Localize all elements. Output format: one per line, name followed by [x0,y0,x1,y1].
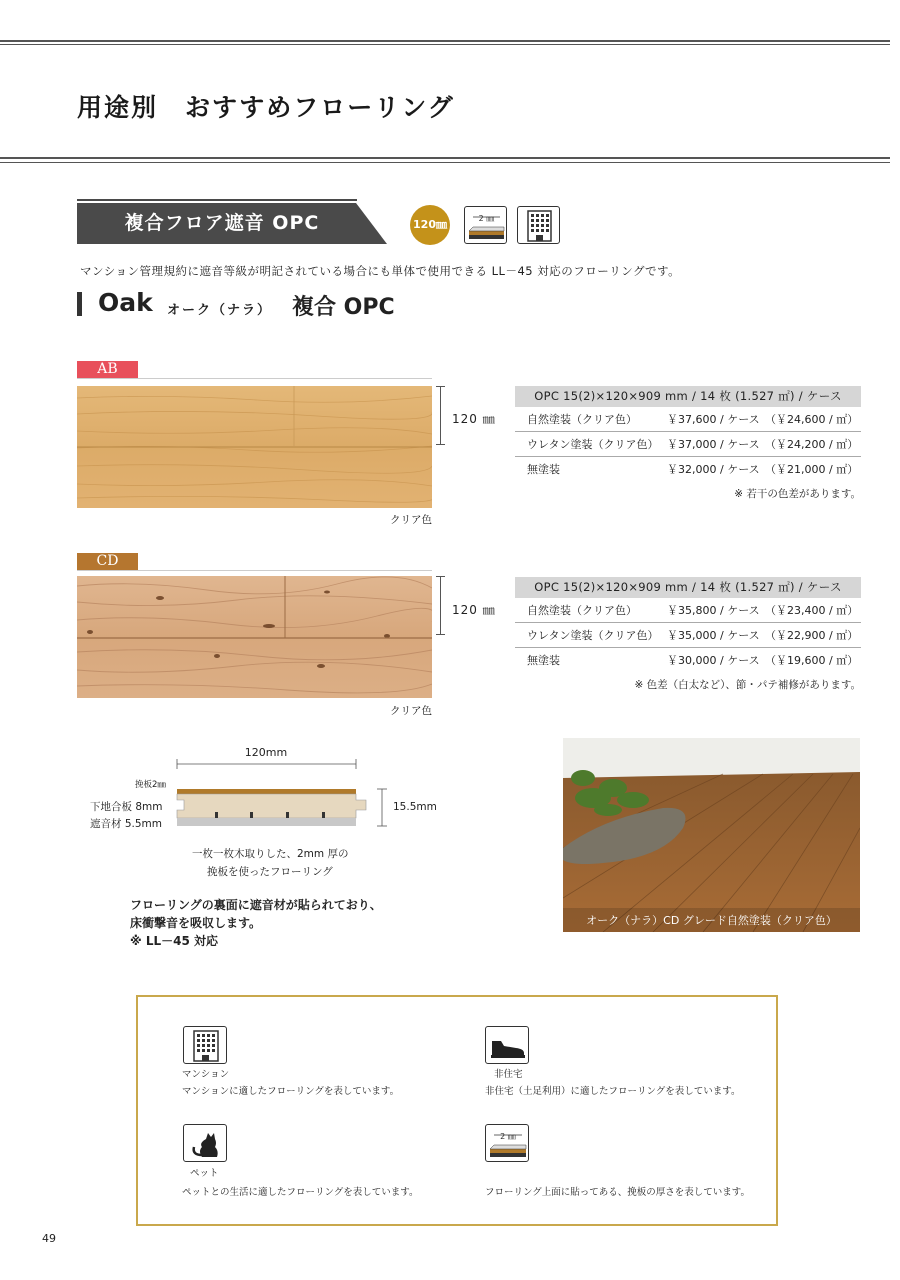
spec-row [515,598,861,623]
product-type: 複合 OPC [292,295,395,320]
sqm-price: （￥19,600 / ㎡） [765,654,859,667]
finish-name: 自然塗装（クリア色） [527,413,637,426]
veneer-thickness-icon [485,1124,529,1162]
grade-tag-cd: CD [77,553,138,570]
product-name: Oak [98,288,153,317]
legend-label-pet: ペット [190,1168,219,1179]
width-badge: 120㎜ [410,205,450,245]
case-price: ￥35,800 / ケース [667,604,760,617]
spec-note: ※ 色差（白太など）、節・パテ補修があります。 [634,679,861,691]
plywood-label: 下地合板 8mm [90,801,163,813]
cross-caption-line1: 一枚一枚木取りした、2mm 厚の [192,848,349,860]
apartment-building-icon [517,206,560,244]
feature-line: 床衝撃音を吸収します。 [130,916,262,930]
spec-header: OPC 15(2)×120×909 mm / 14 枚 (1.527 ㎡) / ケース [515,577,861,598]
thickness-label: 15.5mm [393,801,437,813]
case-price: ￥35,000 / ケース [667,629,760,642]
veneer-thickness-icon [464,206,507,244]
legend-desc-non-residential: 非住宅（土足利用）に適したフローリングを表しています。 [485,1086,741,1097]
product-heading-bar [77,292,82,316]
cross-section-diagram [170,758,400,838]
plank-width-label: 120 ㎜ [452,412,496,426]
case-price: ￥37,000 / ケース [667,438,760,451]
header-rule-bottom [0,157,890,163]
legend-desc-apartment: マンションに適したフローリングを表しています。 [182,1086,400,1097]
room-photo [563,738,860,932]
spec-note: ※ 若干の色差があります。 [734,488,861,500]
sqm-price: （￥23,400 / ㎡） [765,604,859,617]
banner-accent-line [77,199,357,201]
shoe-icon [485,1026,529,1064]
spec-row [515,457,861,482]
finish-name: ウレタン塗装（クリア色） [527,629,659,642]
section-banner-title: 複合フロア遮音 OPC [124,212,320,234]
finish-name: 無塗装 [527,654,560,667]
finish-name: 自然塗装（クリア色） [527,604,637,617]
plank-sample-cd [77,576,432,698]
dim-line [440,576,441,634]
feature-text-block [130,896,382,950]
page-number: 49 [42,1232,56,1245]
header-rule-top [0,40,890,45]
sqm-price: （￥22,900 / ㎡） [765,629,859,642]
legend-label-apartment: マンション [182,1069,230,1080]
grade-tag-ab: AB [77,361,138,378]
sqm-price: （￥24,200 / ㎡） [765,438,859,451]
dim-line [440,386,441,444]
dim-cap-bottom [436,634,445,635]
case-price: ￥32,000 / ケース [667,463,760,476]
spec-row [515,648,861,673]
finish-name: 無塗装 [527,463,560,476]
legend-label-non-residential: 非住宅 [494,1069,523,1080]
case-price: ￥30,000 / ケース [667,654,760,667]
photo-caption: オーク（ナラ）CD グレード自然塗装（クリア色） [586,914,837,927]
plank-width-label: 120 ㎜ [452,603,496,617]
veneer-label: 挽板2㎜ [135,780,166,790]
sound-layer-label: 遮音材 5.5mm [90,818,162,830]
feature-line: ※ LL－45 対応 [130,934,219,948]
case-price: ￥37,600 / ケース [667,413,760,426]
product-kana: オーク（ナラ） [167,303,273,318]
grade-ab-rule [77,378,432,379]
cat-icon [183,1124,227,1162]
spec-row [515,432,861,457]
spec-table-ab [515,386,861,482]
sqm-price: （￥21,000 / ㎡） [765,463,859,476]
color-caption: クリア色 [390,705,432,717]
legend-thickness-label: 2 ㎜ [500,1132,516,1141]
finish-name: ウレタン塗装（クリア色） [527,438,659,451]
apartment-building-icon [183,1026,227,1064]
spec-table-cd [515,577,861,673]
sqm-price: （￥24,600 / ㎡） [765,413,859,426]
legend-desc-pet: ペットとの生活に適したフローリングを表しています。 [182,1187,419,1198]
legend-desc-thickness: フローリング上面に貼ってある、挽板の厚さを表しています。 [485,1187,751,1198]
dim-cap-bottom [436,444,445,445]
feature-line: フローリングの裏面に遮音材が貼られており、 [130,898,382,912]
spec-row [515,623,861,648]
color-caption: クリア色 [390,514,432,526]
thickness-icon-label: 2 ㎜ [478,214,495,223]
intro-text: マンション管理規約に遮音等級が明記されている場合にも単体で使用できる LL－45 対応のフローリングです。 [80,264,681,278]
plank-sample-ab [77,386,432,508]
grade-cd-rule [77,570,432,571]
spec-row [515,407,861,432]
cross-width-label: 120mm [244,746,288,759]
cross-caption-line2: 挽板を使ったフローリング [207,866,333,878]
spec-header: OPC 15(2)×120×909 mm / 14 枚 (1.527 ㎡) / ケース [515,386,861,407]
page-title: 用途別 おすすめフローリング [77,93,455,122]
